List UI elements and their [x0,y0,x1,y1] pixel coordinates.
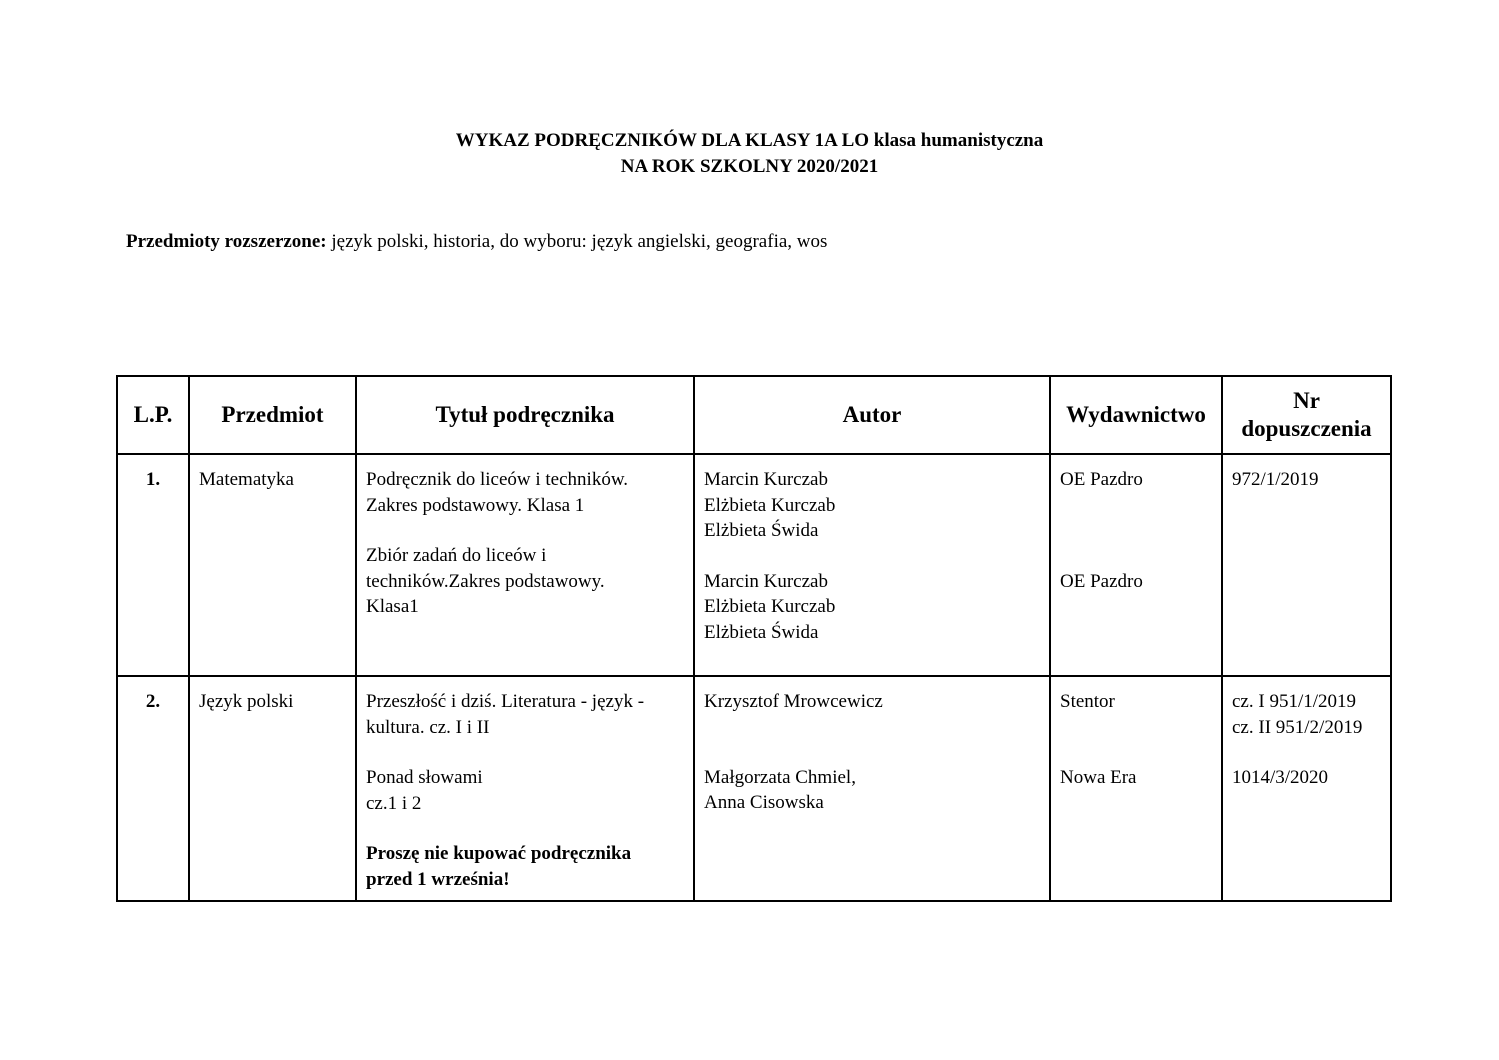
row-lp: 2. [117,676,189,901]
row-lp: 1. [117,454,189,676]
extended-subjects-value: język polski, historia, do wyboru: język angielski, geografia, wos [326,231,828,252]
title-line: Przeszłość i dziś. Literatura - język - [366,691,645,712]
author-line: Elżbieta Kurczab [704,596,836,617]
header-author: Autor [694,376,1050,454]
purchase-note: przed 1 września! [366,868,510,890]
approval-line: 1014/3/2020 [1232,767,1329,788]
table-row [117,454,1391,676]
title-line-2: NA ROK SZKOLNY 2020/2021 [620,156,879,177]
title-line: Zakres podstawowy. Klasa 1 [366,494,585,516]
author-line: Anna Cisowska [704,792,824,813]
title-line: cz.1 i 2 [366,792,422,814]
row-title [356,454,694,676]
row-approval [1222,676,1391,901]
title-line: techników.Zakres podstawowy. [366,570,605,592]
title-line: Klasa1 [366,596,419,617]
row-author [694,676,1050,901]
row-subject: Język polski [189,676,356,901]
header-approval-line1: Nr [1293,388,1320,413]
author-line: Elżbieta Świda [704,621,819,643]
publisher-line: OE Pazdro [1060,570,1143,592]
header-lp: L.P. [117,376,189,454]
title-line: Ponad słowami [366,767,483,788]
header-approval [1222,376,1391,454]
header-publisher: Wydawnictwo [1050,376,1222,454]
header-title: Tytuł podręcznika [356,376,694,454]
row-publisher [1050,676,1222,901]
row-subject: Matematyka [189,454,356,676]
approval-line: cz. II 951/2/2019 [1232,716,1363,738]
author-line: Elżbieta Kurczab [704,494,836,516]
table-header-row [117,376,1391,454]
row-author [694,454,1050,676]
textbook-table [116,375,1392,902]
row-title [356,676,694,901]
purchase-note: Proszę nie kupować podręcznika [366,843,632,864]
author-line: Elżbieta Świda [704,520,819,541]
row-publisher [1050,454,1222,676]
header-subject: Przedmiot [189,376,356,454]
publisher-line: Nowa Era [1060,766,1137,788]
extended-subjects-label: Przedmioty rozszerzone: [126,231,327,252]
header-approval-line2: dopuszczenia [1241,416,1372,441]
title-line: kultura. cz. I i II [366,716,490,738]
title-line: Zbiór zadań do liceów i [366,545,547,566]
approval-line: 972/1/2019 [1232,469,1319,490]
title-line-1: WYKAZ PODRĘCZNIKÓW DLA KLASY 1A LO klasa humanistyczna [455,130,1044,151]
author-line: Krzysztof Mrowcewicz [704,691,883,712]
publisher-line: Stentor [1060,691,1115,712]
author-line: Małgorzata Chmiel, [704,766,856,788]
row-approval [1222,454,1391,676]
table-row [117,676,1391,901]
author-line: Marcin Kurczab [704,570,828,592]
extended-subjects [126,230,827,254]
document-title [0,128,1499,180]
author-line: Marcin Kurczab [704,469,828,490]
title-line: Podręcznik do liceów i techników. [366,469,629,490]
approval-line: cz. I 951/1/2019 [1232,691,1357,712]
publisher-line: OE Pazdro [1060,469,1143,490]
